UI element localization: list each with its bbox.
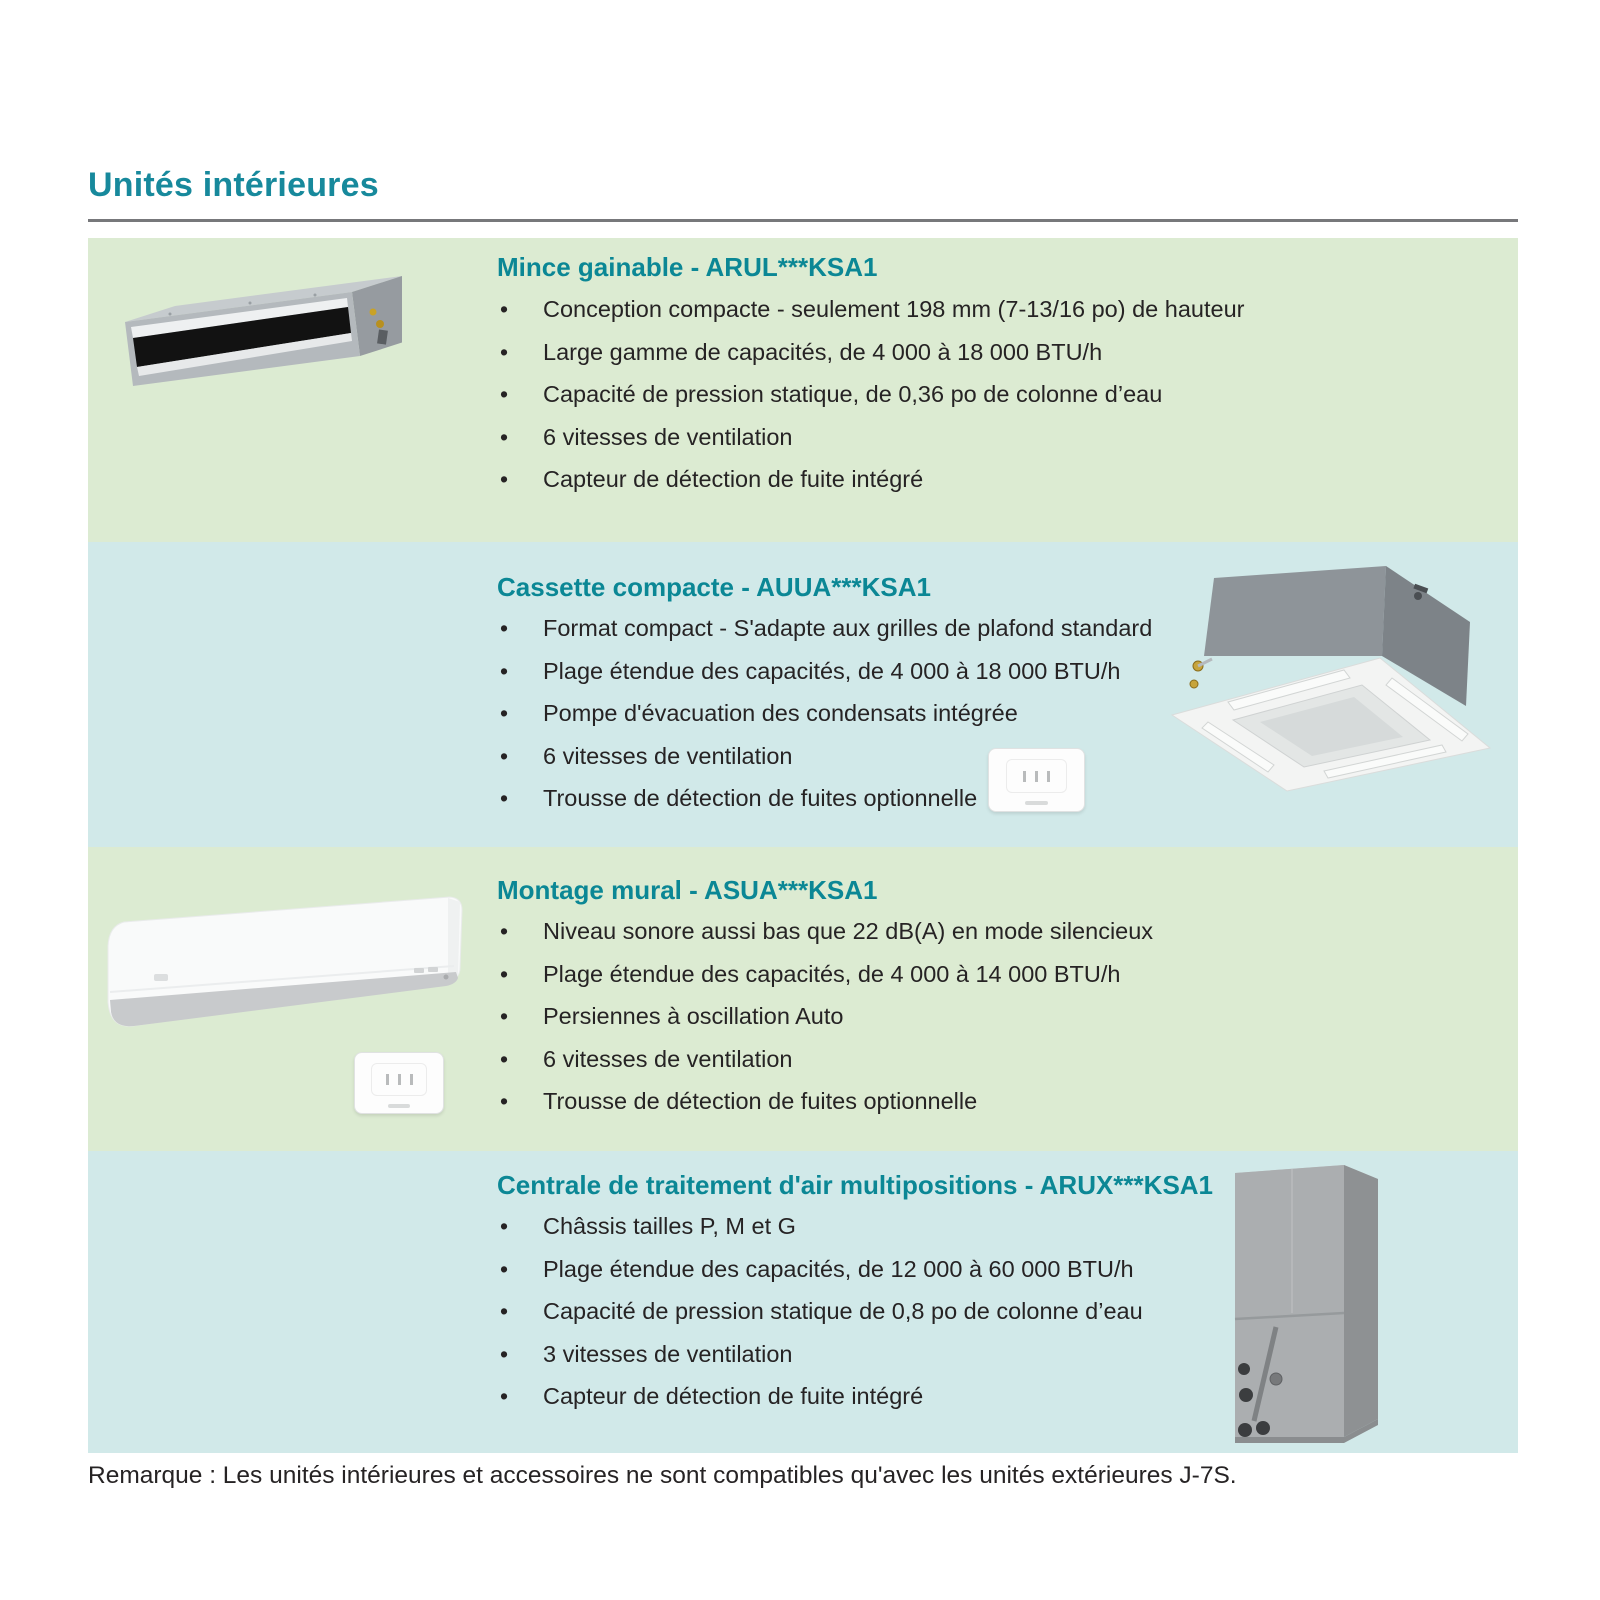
feature-text: Capacité de pression statique, de 0,36 po de colonne d’eau: [543, 381, 1163, 407]
feature-text: 6 vitesses de ventilation: [543, 423, 793, 450]
feature-item: [497, 700, 1152, 743]
compatibility-note: Remarque : Les unités intérieures et accessoires ne sont compatibles qu'avec les unités extérieures J-7S.: [88, 1462, 1237, 1489]
feature-text: Niveau sonore aussi bas que 22 dB(A) en mode silencieux: [543, 918, 1154, 944]
controller-button: [388, 1104, 409, 1108]
controller-display: [371, 1063, 427, 1096]
wired-controller-image: [988, 748, 1085, 812]
feature-text: Trousse de détection de fuites optionnelle: [543, 1088, 978, 1114]
section-title-wall-mount: Montage mural - ASUA***KSA1: [497, 875, 878, 905]
feature-item: [497, 918, 1153, 961]
cassette-unit-image: [1152, 556, 1512, 814]
feature-text: Large gamme de capacités, de 4 000 à 18 000 BTU/h: [543, 338, 1103, 365]
feature-item: [497, 615, 1152, 658]
controller-display: [1006, 759, 1067, 793]
feature-item: [497, 1003, 1153, 1046]
feature-text: 6 vitesses de ventilation: [543, 742, 793, 769]
feature-item: [497, 466, 1244, 509]
feature-text: 6 vitesses de ventilation: [543, 1045, 793, 1072]
feature-text: Persiennes à oscillation Auto: [543, 1003, 844, 1029]
feature-item: [497, 1298, 1143, 1341]
feature-text: Pompe d'évacuation des condensats intégrée: [543, 700, 1018, 726]
feature-item: [497, 381, 1244, 424]
feature-text: Plage étendue des capacités, de 4 000 à 18 000 BTU/h: [543, 657, 1121, 684]
controller-glyph: [386, 1074, 389, 1085]
feature-text: Format compact - S'adapte aux grilles de plafond standard: [543, 615, 1153, 641]
section-title-air-handler: Centrale de traitement d'air multipositions - ARUX***KSA1: [497, 1170, 1214, 1200]
controller-button: [1025, 801, 1048, 805]
feature-list-wall-mount: [497, 918, 1153, 1131]
section-title-slim-duct: Mince gainable - ARUL***KSA1: [497, 252, 878, 282]
controller-glyph: [410, 1074, 413, 1085]
feature-text: 3 vitesses de ventilation: [543, 1340, 793, 1367]
feature-item: [497, 961, 1153, 1004]
feature-item: [497, 1213, 1143, 1256]
page-title: Unités intérieures: [88, 166, 379, 204]
title-divider: [88, 219, 1518, 222]
feature-text: Conception compacte - seulement 198 mm (7-13/16 po) de hauteur: [543, 296, 1245, 322]
controller-glyph: [398, 1074, 401, 1085]
feature-list-air-handler: [497, 1213, 1143, 1426]
feature-text: Plage étendue des capacités, de 4 000 à 14 000 BTU/h: [543, 960, 1121, 987]
wired-controller-image: [354, 1052, 444, 1114]
feature-item: [497, 1088, 1153, 1131]
feature-item: [497, 1341, 1143, 1384]
slim-duct-unit-image: [110, 270, 402, 400]
feature-item: [497, 339, 1244, 382]
section-title-cassette: Cassette compacte - AUUA***KSA1: [497, 572, 931, 602]
feature-list-slim-duct: [497, 296, 1244, 509]
feature-item: [497, 1046, 1153, 1089]
feature-item: [497, 1383, 1143, 1426]
feature-text: Plage étendue des capacités, de 12 000 à 60 000 BTU/h: [543, 1255, 1134, 1282]
feature-text: Capteur de détection de fuite intégré: [543, 466, 924, 492]
feature-item: [497, 658, 1152, 701]
air-handler-unit-image: [1230, 1159, 1386, 1445]
feature-item: [497, 296, 1244, 339]
controller-glyph: [1047, 771, 1050, 782]
feature-text: Trousse de détection de fuites optionnelle: [543, 785, 978, 811]
feature-text: Capacité de pression statique de 0,8 po de colonne d’eau: [543, 1298, 1143, 1324]
controller-glyph: [1035, 771, 1038, 782]
controller-glyph: [1023, 771, 1026, 782]
feature-item: [497, 1256, 1143, 1299]
feature-text: Capteur de détection de fuite intégré: [543, 1383, 924, 1409]
feature-text: Châssis tailles P, M et G: [543, 1213, 796, 1239]
feature-item: [497, 424, 1244, 467]
wall-mounted-unit-image: [96, 878, 476, 1043]
